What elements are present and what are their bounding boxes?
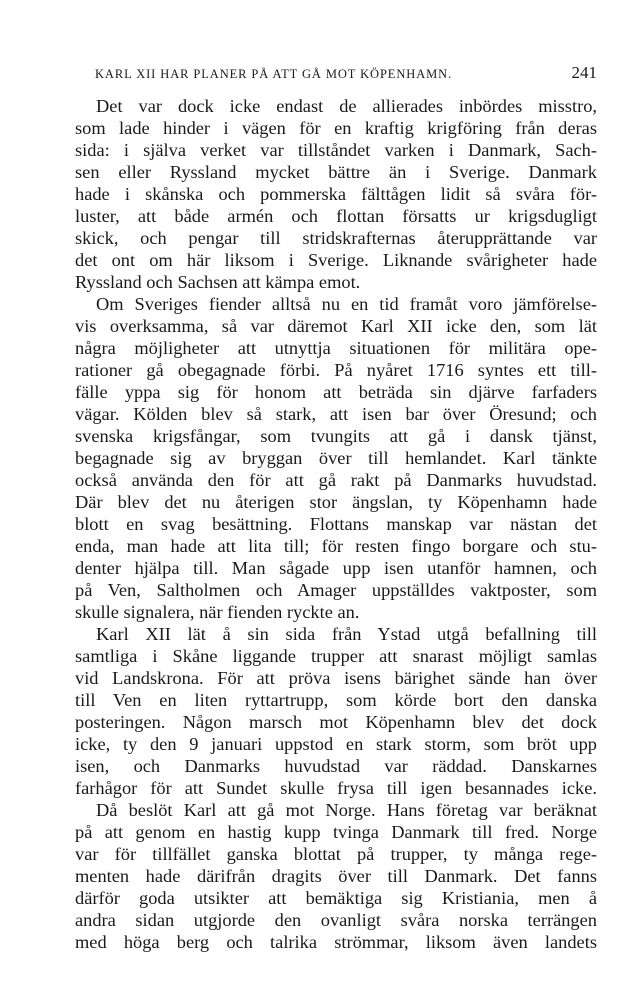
text-line: som lade hinder i vägen för en kraftig krigföring från deras — [75, 118, 597, 138]
text-line: denter hjälpa till. Man sågade upp isen utanför hamnen, och — [75, 558, 597, 578]
text-line: Om Sveriges fiender alltså nu en tid framåt voro jämförelse- — [96, 294, 597, 314]
text-line: det ont om här liksom i Sverige. Liknande svårigheter hade — [75, 250, 597, 270]
text-line: Ryssland och Sachsen att kämpa emot. — [75, 272, 361, 292]
text-line: också använda den för att gå rakt på Danmarks huvudstad. — [75, 470, 597, 490]
running-title: KARL XII HAR PLANER PÅ ATT GÅ MOT KÖPENHAMN. — [95, 67, 453, 81]
text-line: andra sidan utgjorde den ovanligt svåra norska terrängen — [75, 910, 597, 930]
text-line: enda, man hade att lita till; för resten fingo borgare och stu- — [75, 536, 597, 556]
text-line: vis overksamma, så var däremot Karl XII icke den, som lät — [75, 316, 597, 336]
text-line: rationer gå obegagnade förbi. På nyåret 1716 syntes ett till- — [75, 360, 597, 380]
page-number: 241 — [571, 63, 597, 82]
body-text — [75, 95, 597, 953]
text-line: hade i skånska och pommerska fälttågen lidit så svåra för- — [75, 184, 597, 204]
text-line: skulle signalera, när fienden ryckte an. — [75, 602, 360, 622]
text-line: farhågor för att Sundet skulle frysa till igen besannades icke. — [75, 778, 597, 798]
text-line: på Ven, Saltholmen och Amager uppställdes vaktposter, som — [75, 580, 597, 600]
text-line: därför goda utsikter att bemäktiga sig Kristiania, men å — [75, 888, 597, 908]
text-line: begagnade sig av bryggan över till hemlandet. Karl tänkte — [75, 448, 597, 468]
text-line: fälle yppa sig för honom att beträda sin djärve farfaders — [75, 382, 597, 402]
text-line: Det var dock icke endast de allierades inbördes misstro, — [96, 96, 597, 116]
text-line: menten hade därifrån dragits över till Danmark. Det fanns — [75, 866, 597, 886]
paragraph — [75, 95, 597, 293]
text-line: sida: i själva verket var tillståndet varken i Danmark, Sach- — [75, 140, 597, 160]
text-line: var för tillfället ganska blottat på trupper, ty många rege- — [75, 844, 597, 864]
paragraph — [75, 623, 597, 799]
page-header — [95, 63, 597, 83]
text-line: isen, och Danmarks huvudstad var räddad. Danskarnes — [75, 756, 597, 776]
text-line: Då beslöt Karl att gå mot Norge. Hans företag var beräknat — [96, 800, 597, 820]
text-line: samtliga i Skåne liggande trupper att snarast möjligt samlas — [75, 646, 597, 666]
text-line: med höga berg och talrika strömmar, liksom även landets — [75, 932, 597, 952]
text-line: på att genom en hastig kupp tvinga Danmark till fred. Norge — [75, 822, 597, 842]
text-line: Där blev det nu återigen stor ängslan, ty Köpenhamn hade — [75, 492, 597, 512]
text-line: Karl XII lät å sin sida från Ystad utgå befallning till — [96, 624, 597, 644]
text-line: svenska krigsfångar, som tvungits att gå i dansk tjänst, — [75, 426, 597, 446]
paragraph — [75, 293, 597, 623]
text-line: posteringen. Någon marsch mot Köpenhamn blev det dock — [75, 712, 597, 732]
text-line: sen eller Ryssland mycket bättre än i Sverige. Danmark — [75, 162, 597, 182]
text-line: vägar. Kölden blev så stark, att isen bar över Öresund; och — [75, 404, 597, 424]
text-line: icke, ty den 9 januari uppstod en stark storm, som bröt upp — [75, 734, 597, 754]
text-line: vid Landskrona. För att pröva isens bärighet sände han över — [75, 668, 597, 688]
text-line: till Ven en liten ryttartrupp, som körde bort den danska — [75, 690, 597, 710]
text-line: blott en svag besättning. Flottans manskap var nästan det — [75, 514, 597, 534]
text-line: luster, att både armén och flottan försatts ur krigsdugligt — [75, 206, 597, 226]
paragraph — [75, 799, 597, 953]
text-line: skick, och pengar till stridskrafternas återupprättande var — [75, 228, 597, 248]
text-line: några möjligheter att utnyttja situationen för militära ope- — [75, 338, 597, 358]
